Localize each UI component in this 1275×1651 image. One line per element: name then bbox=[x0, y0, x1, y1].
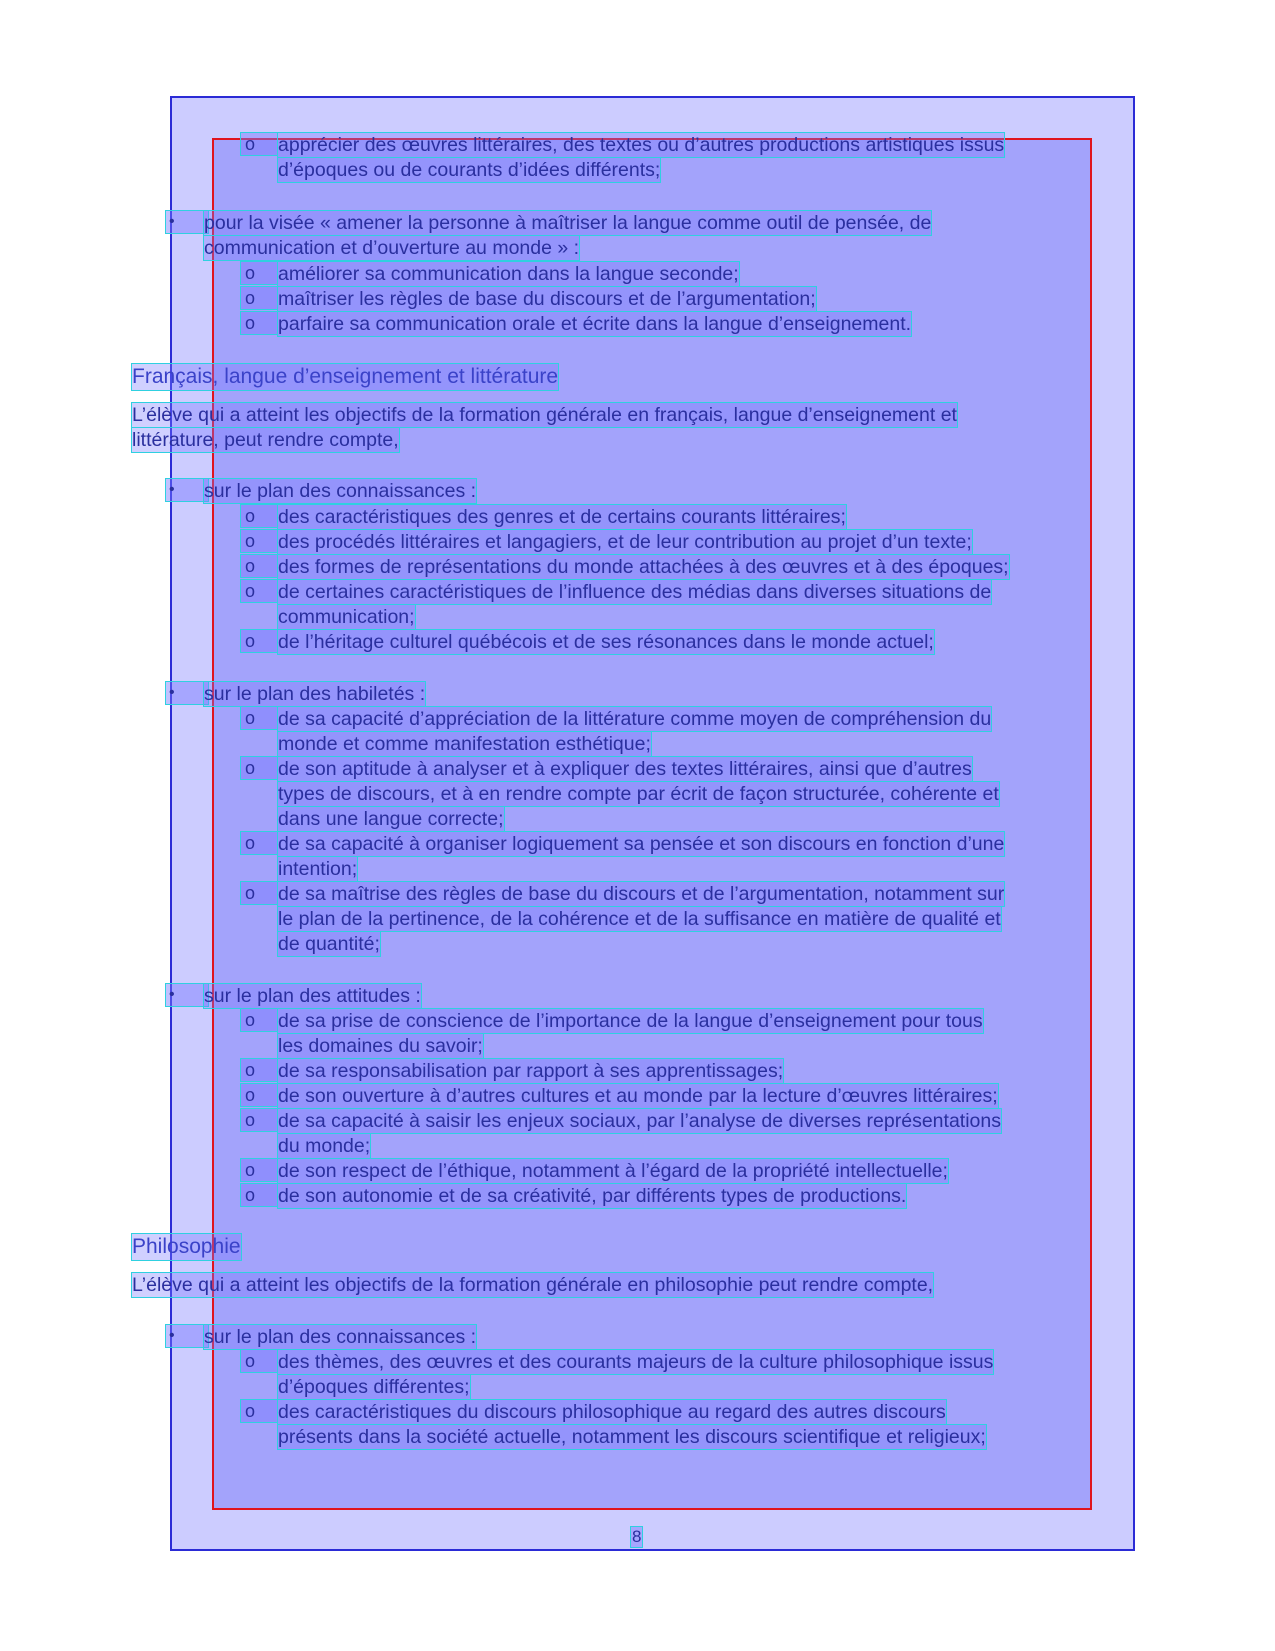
sub-bullet: o bbox=[241, 1059, 277, 1081]
bullet: • bbox=[166, 984, 208, 1006]
list-item-line: monde et comme manifestation esthétique; bbox=[278, 733, 651, 755]
section-intro-line: littérature, peut rendre compte, bbox=[132, 429, 399, 451]
list-item-line: présents dans la société actuelle, notamment les discours scientifique et religieux; bbox=[278, 1426, 986, 1448]
list-item-line: de sa capacité d’appréciation de la littérature comme moyen de compréhension du bbox=[278, 708, 992, 730]
list-item-line: de quantité; bbox=[278, 933, 380, 955]
sub-bullet: o bbox=[241, 882, 277, 904]
list-item-line: de sa capacité à organiser logiquement sa pensée et son discours en fonction d’une bbox=[278, 833, 1005, 855]
section-title-francais: Français, langue d’enseignement et littérature bbox=[132, 365, 559, 388]
sub-bullet: o bbox=[241, 1009, 277, 1031]
list-item-line: de son aptitude à analyser et à expliquer des textes littéraires, ainsi que d’autres bbox=[278, 758, 972, 780]
sub-bullet: o bbox=[241, 1084, 277, 1106]
sub-bullet: o bbox=[241, 505, 277, 527]
list-item-line: de certaines caractéristiques de l’influence des médias dans diverses situations de bbox=[278, 581, 992, 603]
list-item-line: intention; bbox=[278, 858, 358, 880]
list-heading-line: sur le plan des attitudes : bbox=[204, 985, 421, 1007]
list-item-line: de sa responsabilisation par rapport à ses apprentissages; bbox=[278, 1060, 784, 1082]
sub-bullet: o bbox=[241, 287, 277, 309]
list-item-line: de sa capacité à saisir les enjeux sociaux, par l’analyse de diverses représentations bbox=[278, 1110, 1001, 1132]
sub-bullet: o bbox=[241, 832, 277, 854]
list-item-line: d’époques différentes; bbox=[278, 1376, 470, 1398]
list-item-line: des caractéristiques des genres et de certains courants littéraires; bbox=[278, 506, 846, 528]
sub-bullet: o bbox=[241, 555, 277, 577]
section-intro-line: L’élève qui a atteint les objectifs de la formation générale en français, langue d’enseignement et bbox=[132, 404, 957, 426]
section-title-philosophie: Philosophie bbox=[132, 1235, 241, 1258]
sub-bullet: o bbox=[241, 312, 277, 334]
list-item-line: le plan de la pertinence, de la cohérence et de la suffisance en matière de qualité et bbox=[278, 908, 1001, 930]
sub-bullet: o bbox=[241, 580, 277, 602]
list-heading-line: sur le plan des habiletés : bbox=[204, 683, 426, 705]
list-item-line: les domaines du savoir; bbox=[278, 1035, 483, 1057]
bullet: • bbox=[166, 1325, 208, 1347]
list-item-line: maîtriser les règles de base du discours et de l’argumentation; bbox=[278, 288, 816, 310]
list-item-line: de son respect de l’éthique, notamment à l’égard de la propriété intellectuelle; bbox=[278, 1160, 948, 1182]
list-item-line: améliorer sa communication dans la langue seconde; bbox=[278, 263, 739, 285]
list-item-line: types de discours, et à en rendre compte par écrit de façon structurée, cohérente et bbox=[278, 783, 999, 805]
sub-bullet: o bbox=[241, 1109, 277, 1131]
sub-bullet: o bbox=[241, 1350, 277, 1372]
list-item-line: des thèmes, des œuvres et des courants majeurs de la culture philosophique issus bbox=[278, 1351, 994, 1373]
bullet: • bbox=[166, 479, 208, 501]
sub-bullet: o bbox=[241, 630, 277, 652]
list-heading-line: sur le plan des connaissances : bbox=[204, 480, 477, 502]
section-intro-line: L’élève qui a atteint les objectifs de la formation générale en philosophie peut rendre compte, bbox=[132, 1274, 934, 1296]
sub-bullet: o bbox=[241, 262, 277, 284]
list-heading-line: pour la visée « amener la personne à maîtriser la langue comme outil de pensée, de bbox=[204, 212, 932, 234]
sub-bullet: o bbox=[241, 530, 277, 552]
list-item-line: parfaire sa communication orale et écrite dans la langue d’enseignement. bbox=[278, 313, 912, 335]
sub-bullet: o bbox=[241, 133, 277, 155]
sub-bullet: o bbox=[241, 757, 277, 779]
list-item-line: communication; bbox=[278, 606, 415, 628]
list-item-line: dans une langue correcte; bbox=[278, 808, 504, 830]
list-item-line: des procédés littéraires et langagiers, et de leur contribution au projet d’un texte; bbox=[278, 531, 972, 553]
list-item-line: des caractéristiques du discours philosophique au regard des autres discours bbox=[278, 1401, 946, 1423]
list-item-line: de son autonomie et de sa créativité, par différents types de productions. bbox=[278, 1185, 907, 1207]
list-item-line: de sa prise de conscience de l’importance de la langue d’enseignement pour tous bbox=[278, 1010, 983, 1032]
list-item-line: de l’héritage culturel québécois et de ses résonances dans le monde actuel; bbox=[278, 631, 934, 653]
bullet: • bbox=[166, 682, 208, 704]
bullet: • bbox=[166, 211, 208, 233]
list-heading-line: sur le plan des connaissances : bbox=[204, 1326, 477, 1348]
sub-bullet: o bbox=[241, 1184, 277, 1206]
list-item-line: d’époques ou de courants d’idées différents; bbox=[278, 159, 661, 181]
list-item-line: des formes de représentations du monde attachées à des œuvres et à des époques; bbox=[278, 556, 1009, 578]
list-item-line: de sa maîtrise des règles de base du discours et de l’argumentation, notamment sur bbox=[278, 883, 1005, 905]
sub-bullet: o bbox=[241, 1400, 277, 1422]
list-item-line: de son ouverture à d’autres cultures et au monde par la lecture d’œuvres littéraires; bbox=[278, 1085, 998, 1107]
list-heading-line: communication et d’ouverture au monde » : bbox=[204, 237, 580, 259]
list-item-line: du monde; bbox=[278, 1135, 371, 1157]
page-number: 8 bbox=[632, 1527, 642, 1546]
sub-bullet: o bbox=[241, 707, 277, 729]
sub-bullet: o bbox=[241, 1159, 277, 1181]
list-item-line: apprécier des œuvres littéraires, des textes ou d’autres productions artistiques issus bbox=[278, 134, 1005, 156]
